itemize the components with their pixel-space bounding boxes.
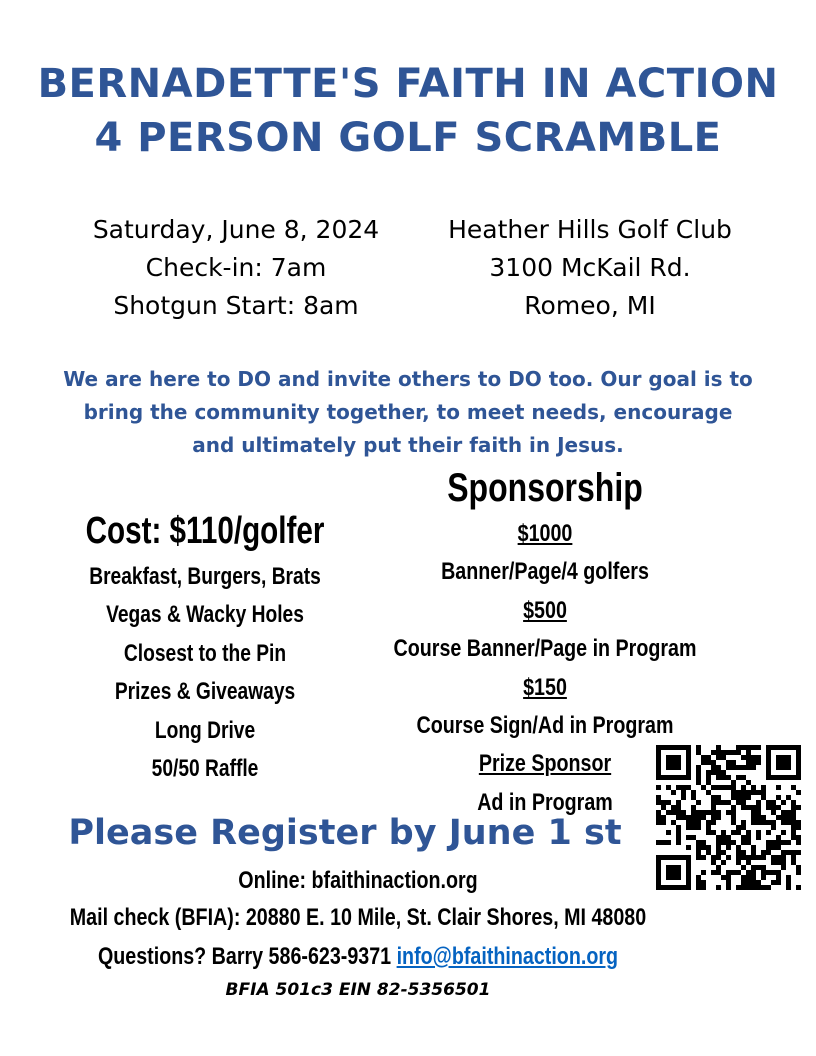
mission-line-3: and ultimately put their faith in Jesus. bbox=[192, 433, 624, 457]
questions-text: Questions? Barry 586-623-9371 bbox=[97, 943, 392, 970]
email-link[interactable]: info@bfaithinaction.org bbox=[396, 943, 619, 970]
cost-item: 50/50 Raffle bbox=[151, 755, 259, 783]
venue-city: Romeo, MI bbox=[524, 291, 656, 320]
cost-item: Breakfast, Burgers, Brats bbox=[89, 563, 321, 590]
register-heading: Please Register by June 1 st bbox=[68, 813, 622, 853]
sponsor-level-desc: Course Sign/Ad in Program bbox=[416, 712, 674, 740]
event-details bbox=[56, 211, 416, 325]
cost-item: Prizes & Giveaways bbox=[114, 678, 296, 706]
sponsor-level-desc: Course Banner/Page in Program bbox=[393, 635, 697, 663]
contact-online: Online: bfaithinaction.org bbox=[238, 867, 478, 894]
sponsor-level-desc: Ad in Program bbox=[477, 788, 613, 816]
sponsorship-heading: Sponsorship bbox=[447, 466, 643, 510]
event-start: Shotgun Start: 8am bbox=[113, 291, 359, 320]
mission-statement bbox=[40, 363, 776, 462]
title-line-2: 4 PERSON GOLF SCRAMBLE bbox=[94, 115, 722, 161]
contact-questions bbox=[64, 938, 651, 976]
cost-heading: Cost: $110/golfer bbox=[85, 510, 325, 552]
sponsor-level-amount: $500 bbox=[523, 596, 567, 624]
event-checkin: Check-in: 7am bbox=[145, 253, 327, 282]
ein-footer: BFIA 501c3 EIN 82-5356501 bbox=[225, 980, 491, 1000]
qr-code-icon[interactable] bbox=[656, 745, 801, 890]
title-line-1: BERNADETTE'S FAITH IN ACTION bbox=[37, 61, 779, 107]
venue-details bbox=[415, 211, 765, 325]
sponsor-level-amount: Prize Sponsor bbox=[478, 750, 612, 778]
contact-mail: Mail check (BFIA): 20880 E. 10 Mile, St. Clair Shores, MI 48080 bbox=[69, 904, 647, 931]
cost-item: Long Drive bbox=[154, 716, 256, 744]
sponsor-level-desc: Banner/Page/4 golfers bbox=[441, 558, 649, 586]
cost-includes-list bbox=[73, 558, 337, 788]
sponsor-level-amount: $1000 bbox=[517, 520, 573, 547]
qr-code-graphic bbox=[656, 745, 801, 890]
mission-line-2: bring the community together, to meet needs, encourage bbox=[83, 400, 733, 424]
event-date: Saturday, June 8, 2024 bbox=[92, 215, 380, 244]
venue-name: Heather Hills Golf Club bbox=[448, 215, 732, 244]
sponsor-level-amount: $150 bbox=[523, 673, 567, 701]
mission-line-1: We are here to DO and invite others to DO too. Our goal is to bbox=[63, 367, 753, 391]
venue-address: 3100 McKail Rd. bbox=[489, 253, 691, 282]
cost-item: Closest to the Pin bbox=[123, 639, 287, 667]
cost-item: Vegas & Wacky Holes bbox=[106, 601, 304, 629]
